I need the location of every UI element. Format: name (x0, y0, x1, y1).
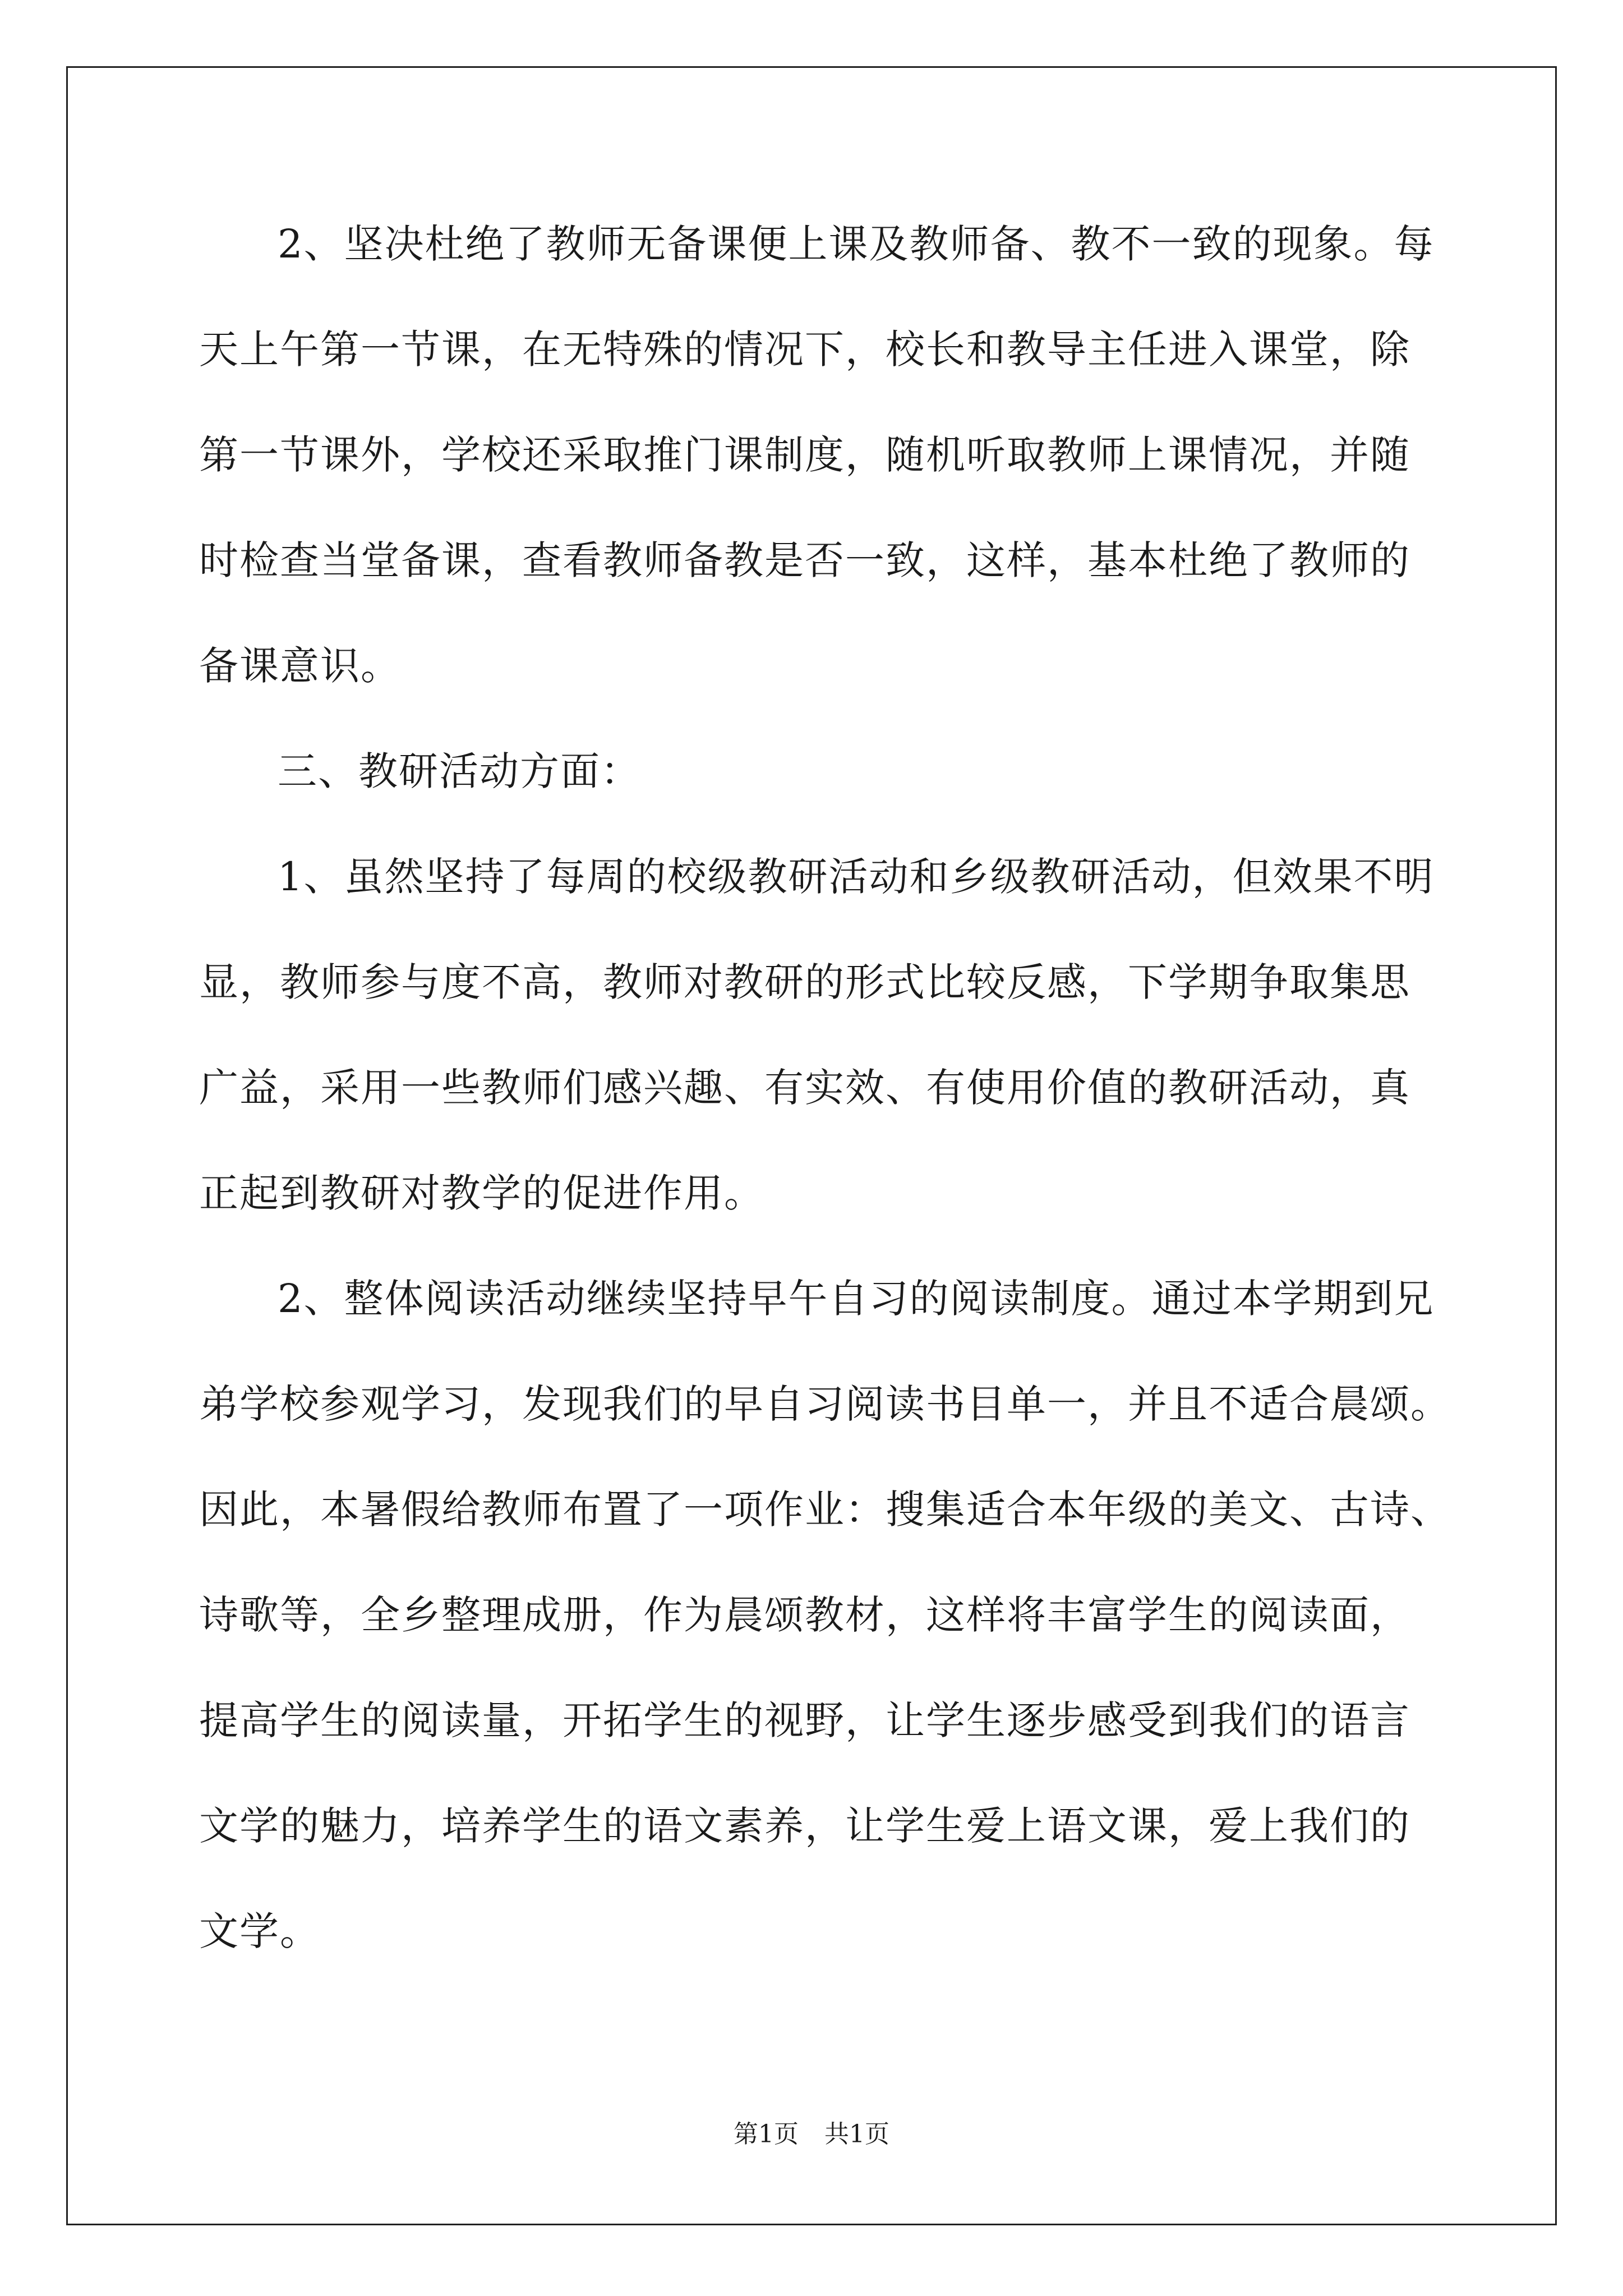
text-line: 文学。 (199, 1908, 320, 1954)
section-heading (199, 748, 1438, 794)
text-line: 诗歌等，全乡整理成册，作为晨颂教材，这样将丰富学生的阅读面， (199, 1592, 1410, 1638)
text-line: 广益，采用一些教师们感兴趣、有实效、有使用价值的教研活动，真 (199, 1065, 1410, 1111)
text-line: 显，教师参与度不高，教师对教研的形式比较反感，下学期争取集思 (199, 959, 1410, 1005)
text-line: 第一节课外，学校还采取推门课制度，随机听取教师上课情况，并随 (199, 432, 1410, 478)
paragraph-1 (199, 221, 1438, 689)
text-line: 三、教研活动方面： (278, 748, 641, 794)
text-line: 2、整体阅读活动继续坚持早午自习的阅读制度。通过本学期到兄 (278, 1276, 1435, 1322)
document-body (199, 221, 1451, 2017)
text-line: 天上午第一节课，在无特殊的情况下，校长和教导主任进入课堂，除 (199, 326, 1410, 372)
text-line: 1、虽然坚持了每周的校级教研活动和乡级教研活动，但效果不明 (278, 854, 1435, 900)
text-line: 提高学生的阅读量，开拓学生的视野，让学生逐步感受到我们的语言 (199, 1697, 1410, 1743)
text-line: 2、坚决杜绝了教师无备课便上课及教师备、教不一致的现象。每 (278, 221, 1435, 267)
text-line: 文学的魅力，培养学生的语文素养，让学生爱上语文课，爱上我们的 (199, 1803, 1410, 1849)
paragraph-3 (199, 854, 1438, 1216)
text-line: 时检查当堂备课，查看教师备教是否一致，这样，基本杜绝了教师的 (199, 537, 1410, 583)
text-line: 备课意识。 (199, 643, 401, 689)
text-line: 正起到教研对教学的促进作用。 (199, 1170, 764, 1216)
text-line: 弟学校参观学习，发现我们的早自习阅读书目单一，并且不适合晨颂。 (199, 1381, 1451, 1427)
page-number-current: 第1页 (734, 2120, 799, 2148)
page-footer (0, 2120, 1623, 2148)
page-number-total: 共1页 (824, 2120, 889, 2148)
paragraph-4 (199, 1276, 1451, 1954)
text-line: 因此，本暑假给教师布置了一项作业：搜集适合本年级的美文、古诗、 (199, 1487, 1451, 1533)
